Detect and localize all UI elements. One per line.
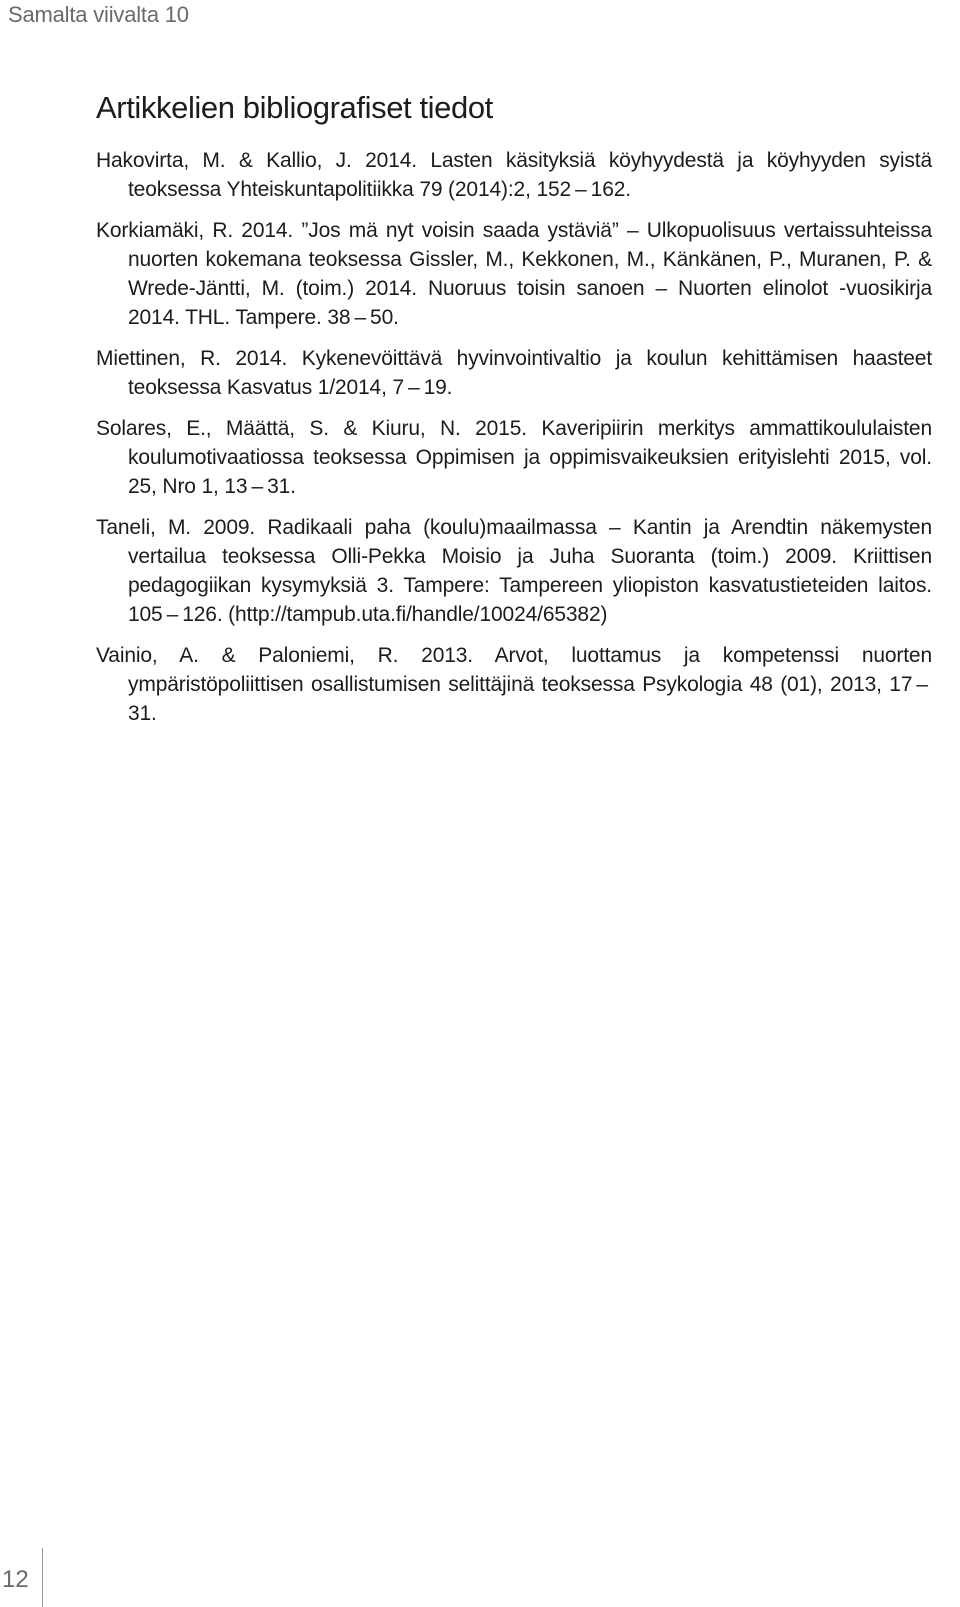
reference-list: [96, 146, 932, 740]
page-number: 12: [2, 1566, 29, 1593]
reference-miettinen: Miettinen, R. 2014. Kykenevöittävä hyvinvointivaltio ja koulun kehittämisen haasteet teoksessa Kasvatus 1/2014, 7 – 19.: [96, 347, 932, 399]
reference-vainio: Vainio, A. & Paloniemi, R. 2013. Arvot, luottamus ja kompetenssi nuorten ympäristöpoliittisen osallistumisen selittäjinä teoksessa Psykologia 48 (01), 2013, 17 – 31.: [96, 644, 932, 725]
margin-rule: [42, 1548, 43, 1607]
running-head: Samalta viivalta 10: [8, 2, 189, 27]
reference-solares: Solares, E., Määttä, S. & Kiuru, N. 2015. Kaveripiirin merkitys ammattikoululaisten koulumotivaatiossa teoksessa Oppimisen ja oppimisvaikeuksien erityislehti 2015, vol. 25, Nro 1, 13 – 31.: [96, 417, 932, 498]
section-title: Artikkelien bibliografiset tiedot: [96, 90, 493, 125]
reference-taneli: Taneli, M. 2009. Radikaali paha (koulu)maailmassa – Kantin ja Arendtin näkemysten vertailua teoksessa Olli-Pekka Moisio ja Juha Suoranta (toim.) 2009. Kriittisen pedagogiikan kysymyksiä 3. Tampere: Tampereen yliopiston kasvatustieteiden laitos. 105 – 126. (http://tampub.uta.fi/handle/10024/65382): [96, 516, 932, 626]
reference-hakovirta: Hakovirta, M. & Kallio, J. 2014. Lasten käsityksiä köyhyydestä ja köyhyyden syistä teoksessa Yhteiskuntapolitiikka 79 (2014):2, 152 – 162.: [96, 149, 932, 201]
reference-korkiamaki: Korkiamäki, R. 2014. ”Jos mä nyt voisin saada ystäviä” – Ulkopuolisuus vertaissuhteissa nuorten kokemana teoksessa Gissler, M., Kekkonen, M., Känkänen, P., Muranen, P. & Wrede-Jäntti, M. (toim.) 2014. Nuoruus toisin sanoen – Nuorten elinolot -vuosikirja 2014. THL. Tampere. 38 – 50.: [96, 219, 932, 329]
